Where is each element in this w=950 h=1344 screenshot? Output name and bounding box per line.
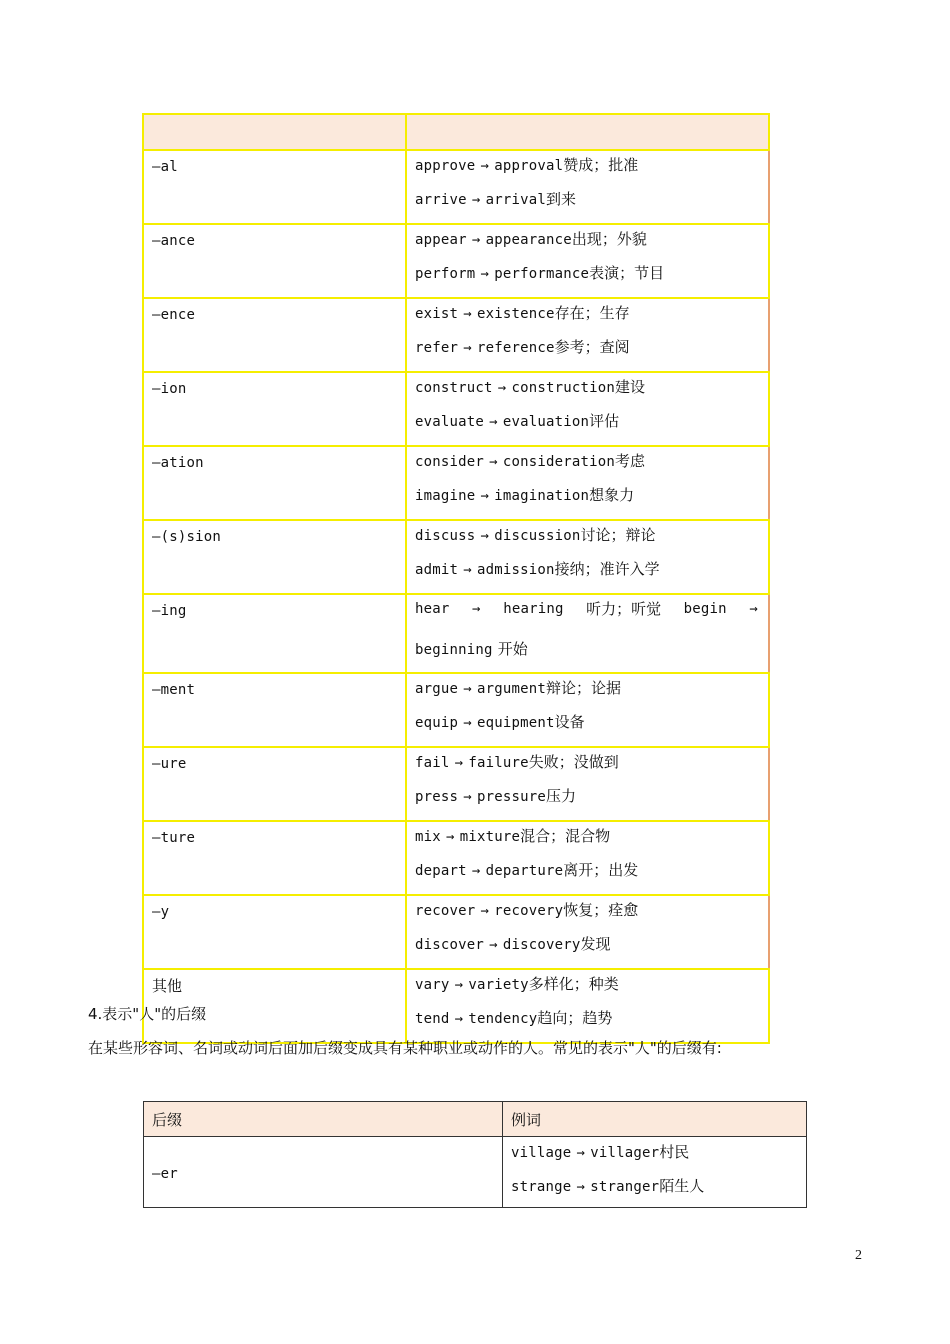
- arrow-glyph: →: [463, 340, 472, 356]
- table-row: [143, 150, 769, 224]
- base-word: approve: [415, 158, 476, 174]
- header-cell-suffix: 后缀: [144, 1102, 503, 1137]
- meaning: 表演；节目: [589, 264, 665, 282]
- arrow-glyph: →: [576, 1179, 586, 1195]
- table-row: [143, 298, 769, 372]
- suffix-text: —ation: [152, 455, 204, 471]
- example-line: [415, 260, 760, 294]
- arrow-glyph: →: [454, 977, 464, 993]
- base-word: consider: [415, 454, 485, 470]
- derived-word: stranger: [590, 1179, 660, 1195]
- example-line: [415, 482, 760, 516]
- header-cell-suffix: [143, 114, 406, 150]
- header-cell-examples: [406, 114, 769, 150]
- derived-word: construction: [511, 380, 616, 396]
- suffix-cell: [143, 673, 406, 747]
- table-row: [143, 520, 769, 594]
- meaning: 想象力: [589, 486, 635, 504]
- table-row: [143, 446, 769, 520]
- example-line: [415, 300, 760, 334]
- base-word: beginning: [415, 642, 493, 658]
- table-row: [143, 895, 769, 969]
- section-title: 4.表示"人"的后缀: [88, 1005, 207, 1023]
- examples-cell: [406, 969, 769, 1043]
- derived-word: performance: [494, 266, 590, 282]
- examples-cell: [406, 520, 769, 594]
- meaning: 存在；生存: [554, 304, 630, 322]
- base-word: exist: [415, 306, 459, 322]
- derived-word: argument: [476, 681, 547, 697]
- arrow-glyph: →: [480, 266, 490, 282]
- meaning: 混合；混合物: [520, 827, 611, 845]
- table-row: [143, 969, 769, 1043]
- table-header-row: [144, 1102, 807, 1137]
- derived-word: discovery: [502, 937, 581, 953]
- arrow-glyph: →: [749, 601, 758, 617]
- meaning: 接纳；准许入学: [554, 560, 660, 578]
- example-line: [415, 675, 760, 709]
- meaning: 多样化；种类: [528, 975, 619, 993]
- suffix-text: —y: [152, 904, 170, 920]
- suffix-cell: [143, 747, 406, 821]
- table-row: [143, 372, 769, 446]
- meaning: 恢复；痊愈: [563, 901, 639, 919]
- table-row: [143, 821, 769, 895]
- example-line: [415, 749, 760, 783]
- arrow-glyph: →: [454, 1011, 464, 1027]
- derived-word: existence: [476, 306, 555, 322]
- base-word: construct: [415, 380, 493, 396]
- arrow-glyph: →: [480, 528, 490, 544]
- arrow-glyph: →: [471, 232, 481, 248]
- example-line: [415, 522, 760, 556]
- derived-word: appearance: [485, 232, 572, 248]
- suffix-cell: [143, 895, 406, 969]
- page-number: 2: [855, 1248, 862, 1263]
- derived-word: recovery: [494, 903, 564, 919]
- derived-word: departure: [485, 863, 564, 879]
- base-word: discuss: [415, 528, 476, 544]
- derived-word: reference: [476, 340, 555, 356]
- suffix-text: —ture: [152, 830, 196, 846]
- suffix-cell: [143, 821, 406, 895]
- meaning: 到来: [546, 190, 577, 208]
- suffix-text: —ion: [152, 381, 187, 397]
- suffix-text: 其他: [152, 977, 183, 995]
- example-line: [415, 374, 760, 408]
- suffix-cell: [143, 446, 406, 520]
- example-line: [415, 857, 760, 891]
- table-header-row: [143, 114, 769, 150]
- derived-word: discussion: [494, 528, 581, 544]
- meaning: 设备: [554, 713, 585, 731]
- meaning: 参考；查阅: [554, 338, 630, 356]
- derived-word: imagination: [494, 488, 590, 504]
- base-word: admit: [415, 562, 459, 578]
- example-line: [415, 931, 760, 965]
- meaning: 听力；听觉: [586, 600, 662, 618]
- base-word: begin: [683, 601, 727, 617]
- suffix-text: —ance: [152, 233, 196, 249]
- meaning: 出现；外貌: [571, 230, 647, 248]
- base-word: arrive: [415, 192, 467, 208]
- derived-word: admission: [476, 562, 555, 578]
- examples-cell: [406, 150, 769, 224]
- arrow-glyph: →: [463, 681, 472, 697]
- base-word: imagine: [415, 488, 476, 504]
- base-word: press: [415, 789, 459, 805]
- arrow-glyph: →: [463, 789, 472, 805]
- suffix-text: —al: [152, 159, 178, 175]
- example-line: [415, 556, 760, 590]
- arrow-glyph: →: [463, 562, 472, 578]
- examples-cell: [406, 821, 769, 895]
- base-word: recover: [415, 903, 476, 919]
- suffix-table-people: [143, 1101, 807, 1208]
- example-line: [415, 823, 760, 857]
- arrow-glyph: →: [471, 192, 481, 208]
- meaning: 建设: [615, 378, 646, 396]
- table-row: [143, 747, 769, 821]
- arrow-glyph: →: [472, 601, 481, 617]
- arrow-glyph: →: [480, 158, 490, 174]
- base-word: depart: [415, 863, 467, 879]
- example-line: [415, 971, 760, 1005]
- arrow-glyph: →: [463, 715, 472, 731]
- meaning: 离开；出发: [563, 861, 639, 879]
- derived-word: hearing: [503, 601, 564, 617]
- section-text: 在某些形容词、名词或动词后面加后缀变成具有某种职业或动作的人。常见的表示"人"的后缀有:: [88, 1039, 722, 1057]
- examples-cell: [406, 747, 769, 821]
- examples-cell: [406, 298, 769, 372]
- meaning: 失败；没做到: [528, 753, 619, 771]
- suffix-table-nouns: [142, 113, 770, 1044]
- suffix-text: —ence: [152, 307, 196, 323]
- arrow-glyph: →: [576, 1145, 586, 1161]
- suffix-text: —er: [152, 1165, 178, 1182]
- suffix-cell: [143, 372, 406, 446]
- arrow-glyph: →: [489, 414, 498, 430]
- derived-word: consideration: [502, 454, 616, 470]
- base-word: mix: [415, 829, 441, 845]
- meaning: 陌生人: [659, 1177, 705, 1195]
- derived-word: equipment: [476, 715, 555, 731]
- derived-word: mixture: [459, 829, 521, 845]
- derived-word: failure: [468, 755, 529, 771]
- examples-cell: [406, 372, 769, 446]
- meaning: 趋向；趋势: [537, 1009, 613, 1027]
- meaning: 发现: [580, 935, 611, 953]
- meaning: 村民: [659, 1143, 690, 1161]
- derived-word: approval: [494, 158, 564, 174]
- meaning: 讨论；辩论: [580, 526, 656, 544]
- derived-word: pressure: [476, 789, 547, 805]
- base-word: village: [511, 1145, 572, 1161]
- arrow-glyph: →: [480, 903, 490, 919]
- arrow-glyph: →: [489, 937, 498, 953]
- example-line: [415, 709, 760, 743]
- base-word: strange: [511, 1179, 572, 1195]
- table-row: [143, 673, 769, 747]
- example-line: [415, 596, 760, 630]
- table-row: [144, 1137, 807, 1208]
- derived-word: villager: [590, 1145, 660, 1161]
- suffix-text: —ment: [152, 682, 196, 698]
- suffix-cell: [143, 594, 406, 673]
- base-word: tend: [415, 1011, 450, 1027]
- example-line: [415, 152, 760, 186]
- example-line: [415, 186, 760, 220]
- examples-cell: [406, 594, 769, 673]
- examples-cell: [406, 446, 769, 520]
- base-word: perform: [415, 266, 476, 282]
- header-cell-examples: 例词: [503, 1102, 807, 1137]
- example-line: [415, 783, 760, 817]
- suffix-text: —ing: [152, 603, 187, 619]
- suffix-text: —(s)sion: [152, 529, 222, 545]
- derived-word: tendency: [468, 1011, 538, 1027]
- base-word: argue: [415, 681, 459, 697]
- arrow-glyph: →: [480, 488, 490, 504]
- derived-word: variety: [468, 977, 529, 993]
- example-line: [511, 1173, 798, 1207]
- meaning: 压力: [546, 787, 577, 805]
- example-line: [415, 448, 760, 482]
- derived-word: arrival: [485, 192, 547, 208]
- arrow-glyph: →: [489, 454, 498, 470]
- base-word: hear: [415, 601, 450, 617]
- base-word: discover: [415, 937, 485, 953]
- arrow-glyph: →: [445, 829, 455, 845]
- table-row: [143, 594, 769, 673]
- arrow-glyph: →: [497, 380, 507, 396]
- base-word: appear: [415, 232, 467, 248]
- suffix-cell: [143, 224, 406, 298]
- base-word: refer: [415, 340, 459, 356]
- base-word: evaluate: [415, 414, 485, 430]
- examples-cell: [406, 673, 769, 747]
- arrow-glyph: →: [471, 863, 481, 879]
- suffix-cell: [143, 520, 406, 594]
- example-line: [415, 634, 760, 668]
- suffix-cell: [143, 298, 406, 372]
- meaning: 评估: [589, 412, 620, 430]
- example-line: [511, 1139, 798, 1173]
- suffix-text: —ure: [152, 756, 187, 772]
- arrow-glyph: →: [463, 306, 472, 322]
- example-line: [415, 408, 760, 442]
- example-line: [415, 334, 760, 368]
- example-line: [415, 897, 760, 931]
- example-line: [415, 1005, 760, 1039]
- meaning: 开始: [497, 640, 528, 658]
- examples-cell: [406, 224, 769, 298]
- meaning: 考虑: [615, 452, 646, 470]
- meaning: 辩论；论据: [546, 679, 622, 697]
- arrow-glyph: →: [454, 755, 464, 771]
- base-word: equip: [415, 715, 459, 731]
- base-word: fail: [415, 755, 450, 771]
- base-word: vary: [415, 977, 450, 993]
- example-line: [415, 226, 760, 260]
- meaning: 赞成；批准: [563, 156, 639, 174]
- derived-word: evaluation: [502, 414, 590, 430]
- examples-cell: [503, 1137, 807, 1208]
- suffix-cell: [144, 1137, 503, 1208]
- suffix-cell: [143, 150, 406, 224]
- table-row: [143, 224, 769, 298]
- examples-cell: [406, 895, 769, 969]
